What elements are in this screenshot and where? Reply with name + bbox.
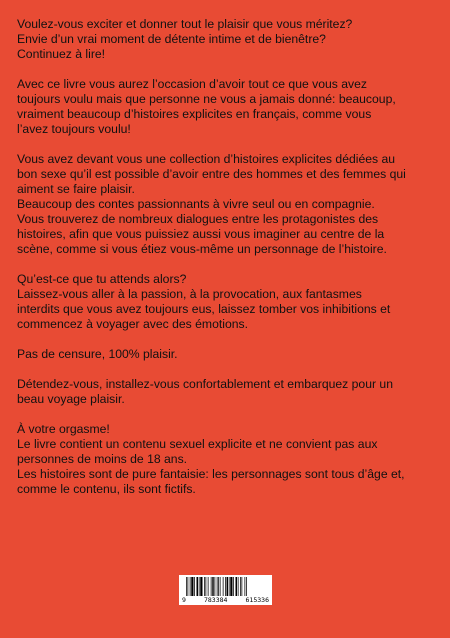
barcode-bar [242,577,243,596]
barcode-bar [220,577,221,596]
barcode-bar [208,577,209,596]
barcode-digits [182,597,269,604]
barcode-bar [215,577,216,596]
paragraph-book-offer: Avec ce livre vous aurez l’occasion d’avoir tout ce que vous avez toujours voulu mais que personne ne vous a jamais donné: beaucoup, vraiment beaucoup d’histoires explicites en français, comme vous l’avez toujours voulu! [17,77,396,136]
barcode-digit-group-2: 615336 [245,596,269,604]
barcode-bar [245,577,246,596]
paragraph-relax: Détendez-vous, installez-vous confortablement et embarquez pour un beau voyage plaisir. [17,377,393,406]
paragraph-no-censorship: Pas de censure, 100% plaisir. [17,347,178,361]
barcode-digit-prefix: 9 [182,596,186,604]
paragraph-intro: Voulez-vous exciter et donner tout le plaisir que vous méritez? Envie d’un vrai moment de détente intime et de bienêtre? Continuez à lire! [17,17,353,61]
back-cover-text [17,17,437,512]
barcode-bar [225,577,226,596]
barcode-bar [230,577,232,596]
barcode-bar [199,577,200,596]
paragraph-disclaimer: À votre orgasme! Le livre contient un contenu sexuel explicite et ne convient pas aux personnes de moins de 18 ans. Les histoires sont de pure fantaisie: les personnages sont tous d’âge et, comme le contenu, ils sont fictifs. [17,422,405,496]
barcode-bar [236,577,238,596]
barcode-digit-group-1: 783384 [203,596,228,604]
barcode-bar [218,577,219,596]
barcode-bar [197,577,199,596]
barcode-bar [211,577,212,596]
barcode-bar [206,577,207,596]
barcode-bar [188,577,189,596]
barcode-bar [223,577,224,596]
isbn-barcode [179,575,272,605]
barcode-bar [233,577,234,596]
barcode-bar [240,577,241,596]
paragraph-collection: Vous avez devant vous une collection d’histoires explicites dédiées au bon sexe qu’il est possible d’avoir entre des hommes et des femmes qui aiment se faire plaisir. Beaucoup des contes passionnants à vivre seul ou en compagnie. Vous trouverez de nombreux dialogues entre les protagonistes des histoires, afin que vous puissiez aussi vous imaginer au centre de la scène, comme si vous étiez vous-même un personnage de l’histoire. [17,152,406,256]
barcode-bar [229,577,230,596]
barcode-bar [212,577,214,596]
barcode-bar [227,577,229,596]
barcode-bar [191,577,193,596]
barcode-bar [186,577,187,596]
barcode-bars [182,577,269,597]
barcode-bar [190,577,191,596]
barcode-bar [246,577,247,596]
paragraph-call-to-action: Qu’est-ce que tu attends alors? Laissez-vous aller à la passion, à la provocation, aux fantasmes interdits que vous avez toujours eus, laissez tomber vos inhibitions et commencez à voyager avec des émotions. [17,272,391,331]
barcode-bar [200,577,202,596]
barcode-bar [238,577,239,596]
barcode-bar [204,577,205,596]
barcode-bar [194,577,195,596]
barcode-bar [217,577,218,596]
